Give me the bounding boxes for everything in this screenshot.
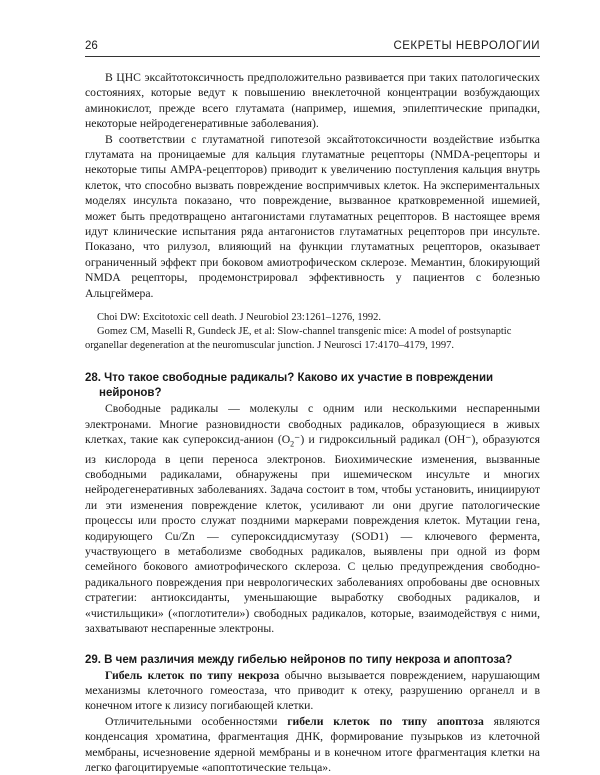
o2-subscript: 2	[290, 439, 295, 449]
reference-item: Gomez CM, Maselli R, Gundeck JE, et al: Slow-channel transgenic mice: A model of postsynaptic organellar degeneration at the neuromuscular junction. J Neurosci 17:4170–4179, 1997.	[85, 326, 512, 352]
question-29-paragraph-2: Отличительными особенностями гибели клеток по типу апоптоза являются конденсация хроматина, фрагментация ДНК, формирование пузырьков из клеточной мембраны, исчезновение ядерной мембраны и в конечном итоге фрагментация клетки на легко фагоцитируемые «апоптотические тельца».	[85, 714, 540, 774]
intro-paragraph-2: В соответствии с глутаматной гипотезой эксайтотоксичности воздействие избытка глутамата на проницаемые для кальция глутаматные рецепторы (NMDA-рецепторы и некоторые типы AMPA-рецепторов) приводит к увеличению поступления кальция внутрь клеток, что способно вызвать повреждение воспримчивых клеток. На экспериментальных моделях инсульта показано, что повреждение, вызванное кратковременной ишемией, может быть предотвращено антагонистами глутаматных рецепторов. В настоящее время идут клинические испытания ряда антагонистов глутаматных рецепторов при инсульте. Показано, что рилузол, влияющий на функции глутаматных рецепторов, оказывает ограниченный эффект при боковом амиотрофическом склерозе. Мемантин, блокирующий NMDA рецепторы, продемонстрировал эффективность у пациентов с болезнью Альцгеймера.	[85, 132, 540, 300]
running-title: СЕКРЕТЫ НЕВРОЛОГИИ	[393, 40, 540, 52]
apoptosis-term: гибели клеток по типу апоптоза	[287, 714, 484, 728]
reference-list	[85, 311, 540, 353]
question-29-paragraph-1: Гибель клеток по типу некроза обычно вызывается повреждением, нарушающим механизмы клеточного гомеостаза, что приводит к отеку, разрушению органелл и в конечном итоге к лизису погибающей клетки.	[85, 668, 540, 713]
necrosis-term: Гибель клеток по типу некроза	[105, 668, 280, 682]
question-29-heading: 29. В чем различия между гибелью нейронов по типу некроза и апоптоза?	[85, 653, 513, 666]
question-28-answer: Свободные радикалы — молекулы с одним или несколькими неспаренными электронами. Многие разновидности свободных радикалов, образующиеся в живых клетках, такие как супероксид-анион $(O_2^-)$ и гидроксильный радикал (OH⁻), образуются из кислорода в цепи переноса электронов. Биохимические изменения, вызванные свободными радикалами, обнаружены при ишемическом инсульте и многих нейродегенеративных заболеваниях. Задача состоит в том, чтобы установить, инициируют ли эти изменения повреждение клеток, усиливают ли они другие патологические процессы или просто служат поздними маркерами повреждения клеток. Мутации гена, кодирующего Cu/Zn — супероксиддисмутазу (SOD1) — ключевого фермента, участвующего в метаболизме свободных радикалов, выявлены при одной из форм семейного бокового амиотрофического склероза. С целью предупреждения свободно-радикального повреждения при неврологических заболеваниях опробованы две основных стратегии: антиоксиданты, уменьшающие выработку свободных радикалов, и «чистильщики» («поглотители») свободных радикалов, которые, взаимодействуя с ними, захватывают неспаренные электроны.	[85, 402, 540, 636]
reference-item: Choi DW: Excitotoxic cell death. J Neurobiol 23:1261–1276, 1992.	[97, 312, 381, 324]
question-28-heading: 28. Что такое свободные радикалы? Каково их участие в повреждении нейронов?	[85, 372, 494, 400]
page-body	[85, 70, 540, 775]
page-number: 26	[85, 40, 98, 52]
intro-paragraph-1: В ЦНС эксайтотоксичность предположительно развивается при таких патологических состояниях, которые ведут к повышению внеклеточной концентрации возбуждающих аминокислот, прежде всего глутамата (например, ишемия, эпилептические припадки, некоторые нейродегенеративные заболевания).	[85, 71, 540, 131]
running-header	[85, 38, 540, 57]
